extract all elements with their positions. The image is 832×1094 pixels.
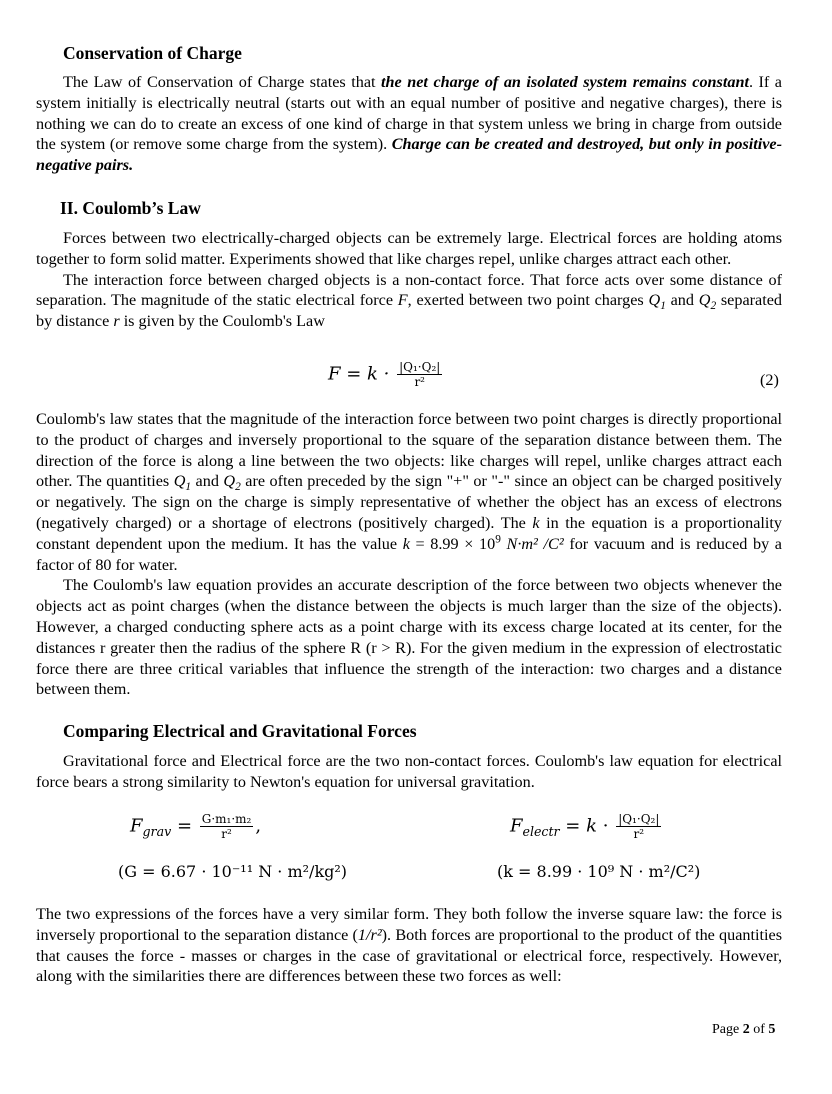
coulomb-explanation: Coulomb's law states that the magnitude of the interaction force between two point charges is directly proportional to the product of charges and inversely proportional to the square of the separation distance between them. The direction of the force is along a line between the two objects: like charges will repel, unlike charges attract each other. The quantities $Q_1$ and $Q_2$ are often preceded by the sign "+" or "-" since an object can be charged positively or negatively. The sign on the charge is simply representative of whether the object has an excess of electrons (negatively charged) or a shortage of electrons (positively charged). The k in the equation is a proportionality constant dependent upon the medium. It has the value $k = 8.99 \times 10^9$ N·m² /C² for vacuum and is reduced by a factor of 80 for water. The Coulomb's law equation provides an accurate description of the force between two objects whenever the objects act as point charges (when the distance between the objects is much larger than the size of the objects). However, a charged conducting sphere acts as a point charge with its excess charge located at its center, for the distances r greater then the radius of the sphere R (r > R). For the given medium in the expression of electrostatic force there are three critical variables that influence the strength of the interaction: two charges and a distance between them. <box>36 410 783 699</box>
section-heading-coulomb: II. Coulomb’s Law <box>60 198 201 218</box>
section-heading-comparing: Comparing Electrical and Gravitational Forces <box>63 721 417 741</box>
electric-equation: $F_{electr} = k$ · $\frac{\text{|Q₁·Q₂|}}{\text{r²}}$ <box>510 812 660 841</box>
equation-number: (2) <box>760 371 779 389</box>
comparing-intro: Gravitational force and Electrical force are the two non-contact forces. Coulomb's law equation for electrical force bears a strong similarity to Newton's equation for universal gravitation. <box>36 752 782 791</box>
gravity-constant: (G = 6.67 · 10⁻¹¹ N · m²/kg²) <box>118 862 348 881</box>
page-number: Page 2 of 5 <box>712 1022 776 1037</box>
comparing-explanation: The two expressions of the forces have a very similar form. They both follow the inverse square law: the force is inversely proportional to the separation distance (1/r²). Both forces are proportional to the product of the quantities that causes the force - masses or charges in the case of gravitational or electrical force, respectively. However, along with the similarities there are differences between these two forces as well: <box>36 905 783 986</box>
section-heading-conservation: Conservation of Charge <box>63 43 242 63</box>
electric-constant: (k = 8.99 · 10⁹ N · m²/C²) <box>497 862 701 881</box>
gravity-equation: $F_{grav}$ = $\frac{\text{G·m₁·m₂}}{\text{r²}}$ , <box>130 812 262 841</box>
conservation-paragraph: The Law of Conservation of Charge states that the net charge of an isolated system remains constant. If a system initially is electrically neutral (starts out with an equal number of positive and negative charges), there is nothing we can do to create an excess of one kind of charge in that system unless we bring in charge from outside the system (or remove some charge from the system). Charge can be created and destroyed, but only in positive-negative pairs. <box>36 73 782 175</box>
coulomb-equation: F = k · $\frac{\text{|Q₁·Q₂|}}{\text{r²}}$ <box>328 360 441 389</box>
coulomb-intro: Forces between two electrically-charged objects can be extremely large. Electrical forces are holding atoms together to form solid matter. Experiments showed that like charges repel, unlike charges attract each other. The interaction force between charged objects is a non-contact force. That force acts over some distance of separation. The magnitude of the static electrical force F, exerted between two point charges $Q_1$ and $Q_2$ separated by distance r is given by the Coulomb's Law <box>36 229 782 331</box>
